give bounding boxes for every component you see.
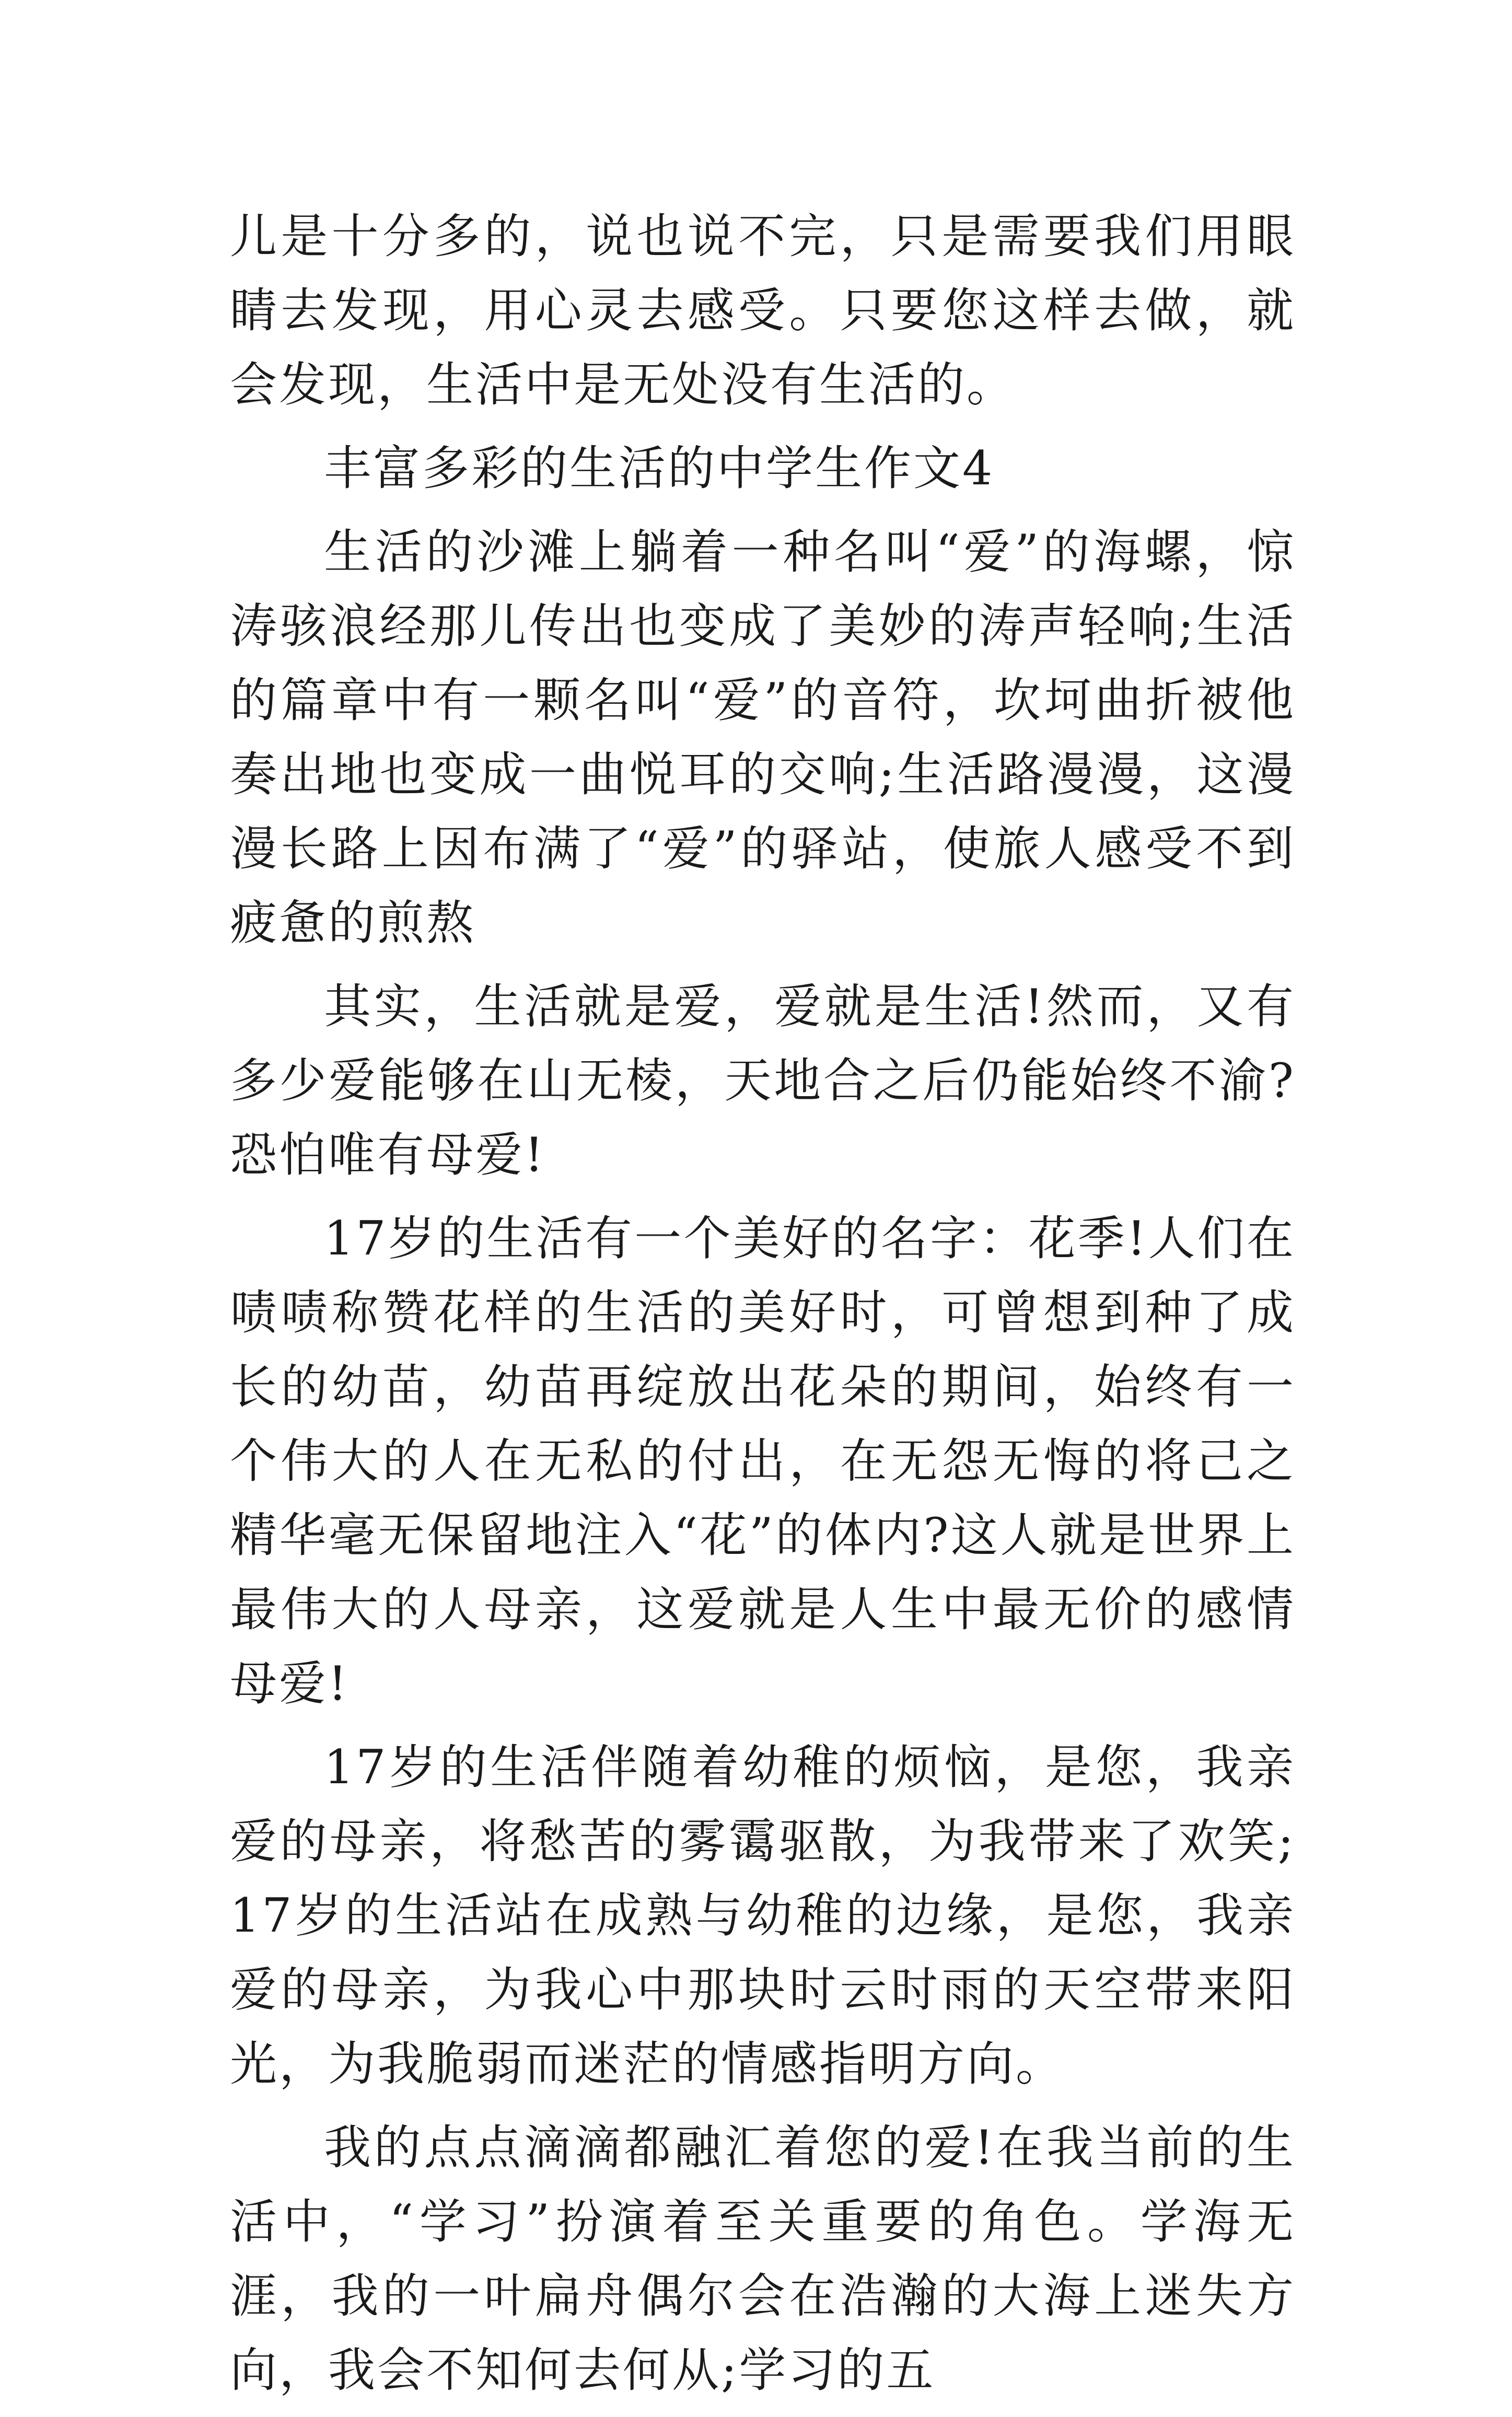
paragraph-continuation: 儿是十分多的，说也说不完，只是需要我们用眼睛去发现，用心灵去感受。只要您这样去做，就会发现，生活中是无处没有生活的。 bbox=[230, 209, 1296, 412]
paragraph: 17岁的生活伴随着幼稚的烦恼，是您，我亲爱的母亲，将愁苦的雾霭驱散，为我带来了欢笑;17岁的生活站在成熟与幼稚的边缘，是您，我亲爱的母亲，为我心中那块时云时雨的天空带来阳光，为我脆弱而迷茫的情感指明方向。 bbox=[230, 1740, 1296, 2091]
paragraph: 其实，生活就是爱，爱就是生活!然而，又有多少爱能够在山无棱，天地合之后仍能始终不渝?恐怕唯有母爱! bbox=[230, 979, 1296, 1182]
paragraph: 生活的沙滩上躺着一种名叫“爱”的海螺，惊涛骇浪经那儿传出也变成了美妙的涛声轻响;生活的篇章中有一颗名叫“爱”的音符，坎坷曲折被他奏出地也变成一曲悦耳的交响;生活路漫漫，这漫漫长路上因布满了“爱”的驿站，使旅人感受不到疲惫的煎熬 bbox=[230, 525, 1296, 950]
paragraph: 我的点点滴滴都融汇着您的爱!在我当前的生活中，“学习”扮演着至关重要的角色。学海无涯，我的一叶扁舟偶尔会在浩瀚的大海上迷失方向，我会不知何去何从;学习的五 bbox=[230, 2120, 1296, 2398]
paragraph: 17岁的生活有一个美好的名字：花季!人们在啧啧称赞花样的生活的美好时，可曾想到种了成长的幼苗，幼苗再绽放出花朵的期间，始终有一个伟大的人在无私的付出，在无怨无悔的将己之精华毫无保留地注入“花”的体内?这人就是世界上最伟大的人母亲，这爱就是人生中最无价的感情母爱! bbox=[230, 1211, 1296, 1711]
section-heading: 丰富多彩的生活的中学生作文4 bbox=[324, 441, 995, 496]
document-body bbox=[230, 200, 1296, 2417]
